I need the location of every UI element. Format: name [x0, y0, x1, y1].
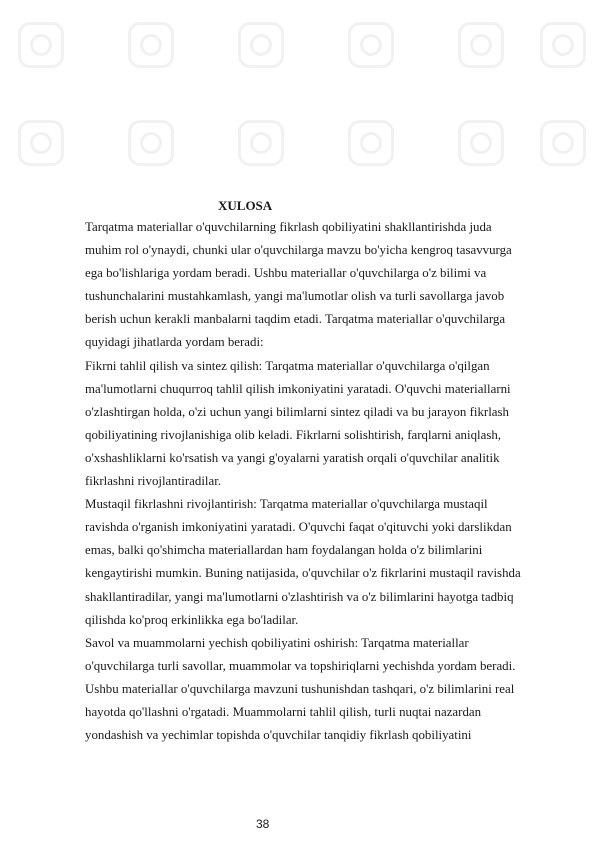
- text-line: berish uchun kerakli manbalarni taqdim etadi. Tarqatma materiallar o'quvchilarga: [85, 312, 506, 327]
- text-line: hayotda qo'llashni o'rgatadi. Muammolarni tahlil qilish, turli nuqtai nazardan: [85, 704, 482, 719]
- text-line: muhim rol o'ynaydi, chunki ular o'quvchilarga mavzu bo'yicha kengroq tasavvurga: [85, 243, 512, 258]
- text-line: ma'lumotlarni chuqurroq tahlil qilish imkoniyatini yaratadi. O'quvchi materiallarni: [85, 381, 511, 396]
- logo-watermark-icon: [128, 120, 174, 166]
- text-line: ravishda o'rganish imkoniyatini yaratadi. O'quvchi faqat o'qituvchi yoki darslikdan: [85, 520, 512, 535]
- page-number: 38: [256, 817, 270, 831]
- logo-watermark-icon: [348, 120, 394, 166]
- text-line: Savol va muammolarni yechish qobiliyatini oshirish: Tarqatma materiallar: [85, 635, 469, 650]
- logo-watermark-icon: [238, 120, 284, 166]
- text-line: kengaytirishi mumkin. Buning natijasida, o'quvchilar o'z fikrlarini mustaqil ravishda: [85, 566, 521, 581]
- text-line: yondashish va yechimlar topishda o'quvchilar tanqidiy fikrlash qobiliyatini: [85, 728, 472, 743]
- logo-watermark-icon: [238, 22, 284, 68]
- text-line: shakllantiradilar, yangi ma'lumotlarni o'zlashtirish va o'z bilimlarini hayotga tadbiq: [85, 589, 514, 604]
- logo-watermark-icon: [348, 22, 394, 68]
- text-line: tushunchalarini mustahkamlash, yangi ma'lumotlar olish va turli savollarga javob: [85, 289, 505, 304]
- text-line: Tarqatma materiallar o'quvchilarning fikrlash qobiliyatini shakllantirishda juda: [85, 220, 492, 234]
- logo-watermark-icon: [540, 22, 586, 68]
- logo-watermark-icon: [18, 120, 64, 166]
- text-line: qilishda ko'proq erkinlikka ega bo'ladilar.: [85, 612, 299, 627]
- text-line: Ushbu materiallar o'quvchilarga mavzuni tushunishdan tashqari, o'z bilimlarini real: [85, 681, 515, 696]
- text-line: emas, balki qo'shimcha materiallardan ham foydalangan holda o'z bilimlarini: [85, 543, 483, 558]
- text-line: Mustaqil fikrlashni rivojlantirish: Tarqatma materiallar o'quvchilarga mustaqil: [85, 497, 488, 512]
- text-line: ega bo'lishlariga yordam beradi. Ushbu materiallar o'quvchilarga o'z bilimi va: [85, 266, 487, 281]
- logo-watermark-icon: [128, 22, 174, 68]
- body-text: [85, 216, 565, 747]
- text-line: Fikrni tahlil qilish va sintez qilish: Tarqatma materiallar o'quvchilarga o'qilgan: [85, 358, 490, 373]
- text-line: qobiliyatining rivojlanishiga olib keladi. Fikrlarni solishtirish, farqlarni aniqlash,: [85, 427, 502, 442]
- logo-watermark-icon: [540, 120, 586, 166]
- logo-watermark-icon: [18, 22, 64, 68]
- text-line: o'xshashliklarni ko'rsatish va yangi g'oyalarni yaratish orqali o'quvchilar analitik: [85, 450, 500, 465]
- text-line: quyidagi jihatlarda yordam beradi:: [85, 335, 264, 350]
- logo-watermark-icon: [458, 120, 504, 166]
- text-line: o'quvchilarga turli savollar, muammolar va topshiriqlarni yechishda yordam beradi.: [85, 658, 516, 673]
- text-line: o'zlashtirgan holda, o'zi uchun yangi bilimlarni sintez qiladi va bu jarayon fikrlash: [85, 404, 509, 419]
- logo-watermark-icon: [458, 22, 504, 68]
- page-title: XULOSA: [218, 198, 273, 213]
- text-line: fikrlashni rivojlantiradilar.: [85, 474, 222, 489]
